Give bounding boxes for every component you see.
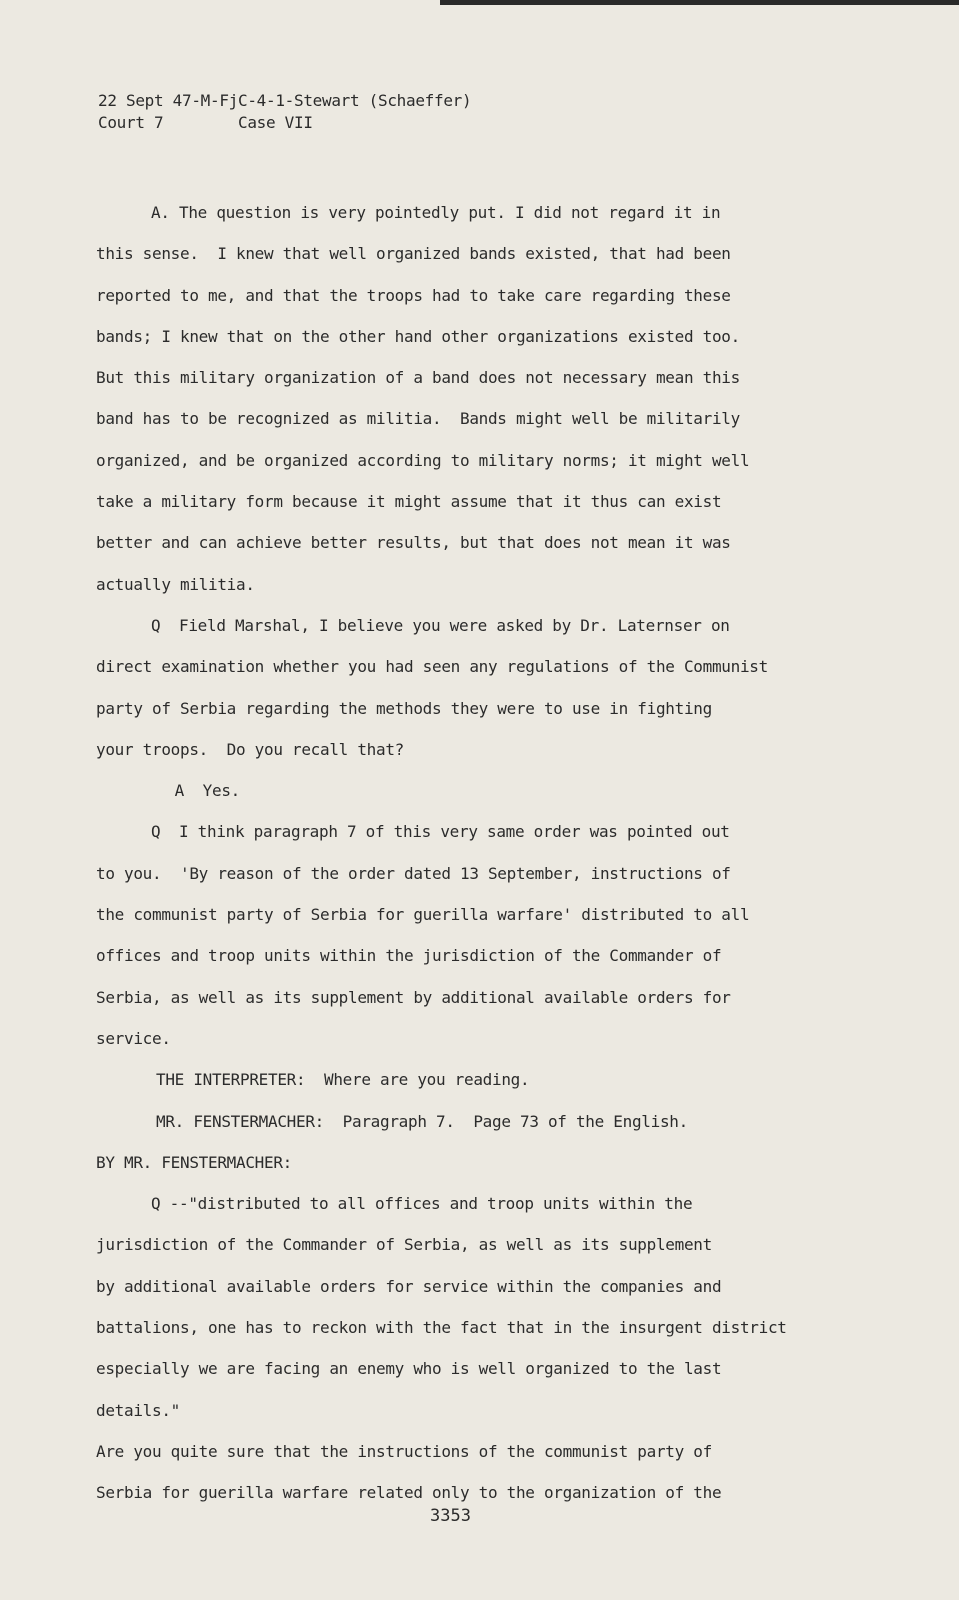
transcript-line: Serbia, as well as its supplement by additional available orders for — [96, 987, 731, 1007]
transcript-line: to you. 'By reason of the order dated 13 September, instructions of — [96, 863, 731, 883]
transcript-line: direct examination whether you had seen any regulations of the Communist — [96, 657, 768, 677]
transcript-line: MR. FENSTERMACHER: Paragraph 7. Page 73 of the English. — [156, 1111, 688, 1131]
transcript-line: service. — [96, 1028, 171, 1048]
scan-edge — [440, 0, 959, 5]
transcript-line: Serbia for guerilla warfare related only to the organization of the — [96, 1483, 722, 1503]
transcript-line: better and can achieve better results, but that does not mean it was — [96, 533, 731, 553]
transcript-line: Q Field Marshal, I believe you were asked by Dr. Laternser on — [151, 615, 730, 635]
transcript-line: your troops. Do you recall that? — [96, 739, 404, 759]
transcript-body — [96, 192, 896, 1514]
page-number: 3353 — [430, 1506, 471, 1526]
transcript-line: A. The question is very pointedly put. I did not regard it in — [151, 203, 721, 222]
transcript-line: details." — [96, 1400, 180, 1420]
transcript-line: BY MR. FENSTERMACHER: — [96, 1152, 292, 1172]
transcript-line: organized, and be organized according to military norms; it might well — [96, 450, 750, 470]
transcript-line: by additional available orders for service within the companies and — [96, 1276, 722, 1296]
transcript-line: Are you quite sure that the instructions of the communist party of — [96, 1441, 712, 1461]
transcript-line: A Yes. — [156, 781, 240, 801]
transcript-line: Q I think paragraph 7 of this very same order was pointed out — [151, 822, 730, 842]
header-line-2: Court 7 Case VII — [98, 113, 313, 132]
transcript-line: battalions, one has to reckon with the fact that in the insurgent district — [96, 1318, 787, 1338]
transcript-line: actually militia. — [96, 574, 255, 594]
transcript-line: offices and troop units within the jurisdiction of the Commander of — [96, 946, 722, 966]
transcript-line: Q --"distributed to all offices and troop units within the — [151, 1194, 693, 1214]
transcript-line: take a military form because it might assume that it thus can exist — [96, 492, 722, 512]
document-header — [98, 90, 471, 134]
transcript-line: But this military organization of a band does not necessary mean this — [96, 368, 740, 388]
transcript-line: THE INTERPRETER: Where are you reading. — [156, 1070, 530, 1090]
transcript-line: this sense. I knew that well organized bands existed, that had been — [96, 244, 731, 264]
transcript-line: especially we are facing an enemy who is well organized to the last — [96, 1359, 722, 1379]
header-line-1: 22 Sept 47-M-FjC-4-1-Stewart (Schaeffer) — [98, 91, 472, 110]
transcript-line: party of Serbia regarding the methods they were to use in fighting — [96, 698, 712, 718]
transcript-line: jurisdiction of the Commander of Serbia, as well as its supplement — [96, 1235, 712, 1255]
transcript-line: band has to be recognized as militia. Bands might well be militarily — [96, 409, 740, 429]
transcript-line: reported to me, and that the troops had to take care regarding these — [96, 285, 731, 305]
transcript-line: the communist party of Serbia for guerilla warfare' distributed to all — [96, 905, 750, 925]
transcript-line: bands; I knew that on the other hand other organizations existed too. — [96, 326, 740, 346]
